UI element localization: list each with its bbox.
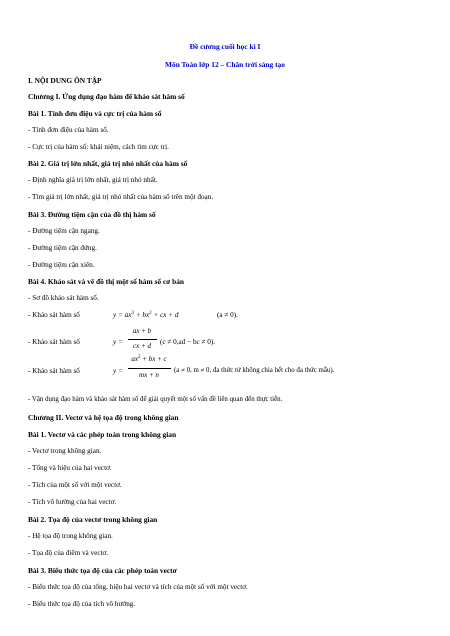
list-item: - Tọa độ của điểm và vectơ. <box>28 549 109 557</box>
list-item: - Sơ đồ khảo sát hàm số. <box>28 294 99 302</box>
chapter-1-heading: Chương I. Ứng dụng đạo hàm để khảo sát hàm số <box>28 92 185 101</box>
list-item: - Tích của một số với một vectơ. <box>28 481 122 489</box>
ch1-lesson-2-heading: Bài 2. Giá trị lớn nhất, giá trị nhỏ nhất của hàm số <box>28 159 188 168</box>
ch2-lesson-3-heading: Bài 3. Biểu thức tọa độ của các phép toán vectơ <box>28 566 177 575</box>
rational-lhs: y = <box>113 338 123 346</box>
list-item: - Biểu thức tọa độ của tổng, hiệu hai vectơ và tích của một số với một vectơ. <box>28 583 248 591</box>
ch1-lesson-1-heading: Bài 1. Tính đơn điệu và cực trị của hàm số <box>28 109 162 118</box>
rational-denominator: cx + d <box>133 342 151 350</box>
chapter-2-heading: Chương II. Vectơ và hệ tọa độ trong không gian <box>28 413 179 422</box>
section-heading: I. NỘI DUNG ÔN TẬP <box>28 76 102 85</box>
document-subtitle: Môn Toán lớp 12 – Chân trời sáng tạo <box>165 60 285 69</box>
ch1-lesson-4-heading: Bài 4. Khảo sát và vẽ đồ thị một số hàm số cơ bản <box>28 277 185 286</box>
fraction-bar <box>128 368 171 369</box>
list-item: - Tìm giá trị lớn nhất, giá trị nhỏ nhất của hàm số trên một đoạn. <box>28 193 214 201</box>
list-item: - Hệ tọa độ trong không gian. <box>28 532 113 540</box>
survey-label-2: - Khảo sát hàm số <box>28 338 80 346</box>
quadratic-rational-lhs: y = <box>113 367 123 375</box>
rational-condition: (c ≠ 0,ad − bc ≠ 0). <box>160 338 216 346</box>
quadratic-rational-denominator: mx + n <box>139 371 159 379</box>
rational-numerator: ax + b <box>132 327 152 335</box>
list-item: - Tính đơn điệu của hàm số. <box>28 126 109 134</box>
list-item: - Đường tiệm cận đứng. <box>28 244 97 252</box>
list-item: - Vectơ trong không gian. <box>28 447 102 455</box>
list-item: - Đường tiệm cận xiên. <box>28 261 95 269</box>
ch2-lesson-1-heading: Bài 1. Vectơ và các phép toán trong không gian <box>28 430 177 439</box>
quadratic-rational-condition: (a ≠ 0, m ≠ 0, đa thức tử không chia hết cho đa thức mẫu). <box>174 367 335 374</box>
list-item: - Đường tiệm cận ngang. <box>28 227 100 235</box>
survey-label-1: - Khảo sát hàm số <box>28 311 80 319</box>
ch1-lesson-3-heading: Bài 3. Đường tiệm cận của đồ thị hàm số <box>28 210 156 219</box>
document-title: Đề cương cuối học kì I <box>189 42 261 51</box>
quadratic-rational-numerator: $ax^2$ + bx + c <box>131 355 167 363</box>
list-item: - Vận dụng đạo hàm và khảo sát hàm số để giải quyết một số vấn đề liên quan đến thực tiễn. <box>28 396 283 403</box>
list-item: - Tổng và hiệu của hai vectơ. <box>28 464 112 472</box>
cubic-condition: (a ≠ 0). <box>217 311 238 319</box>
list-item: - Định nghĩa giá trị lớn nhất, giá trị nhỏ nhất. <box>28 176 158 184</box>
cubic-formula: $y = ax^3 + bx^2$ + cx + d <box>113 311 179 319</box>
list-item: - Tích vô hướng của hai vectơ. <box>28 498 117 506</box>
list-item: - Cực trị của hàm số: khái niệm, cách tìm cực trị. <box>28 143 169 151</box>
ch2-lesson-2-heading: Bài 2. Tọa độ của vectơ trong không gian <box>28 515 158 524</box>
fraction-bar <box>128 339 157 340</box>
list-item: - Biểu thức tọa độ của tích vô hướng. <box>28 600 136 608</box>
survey-label-3: - Khảo sát hàm số <box>28 367 80 375</box>
